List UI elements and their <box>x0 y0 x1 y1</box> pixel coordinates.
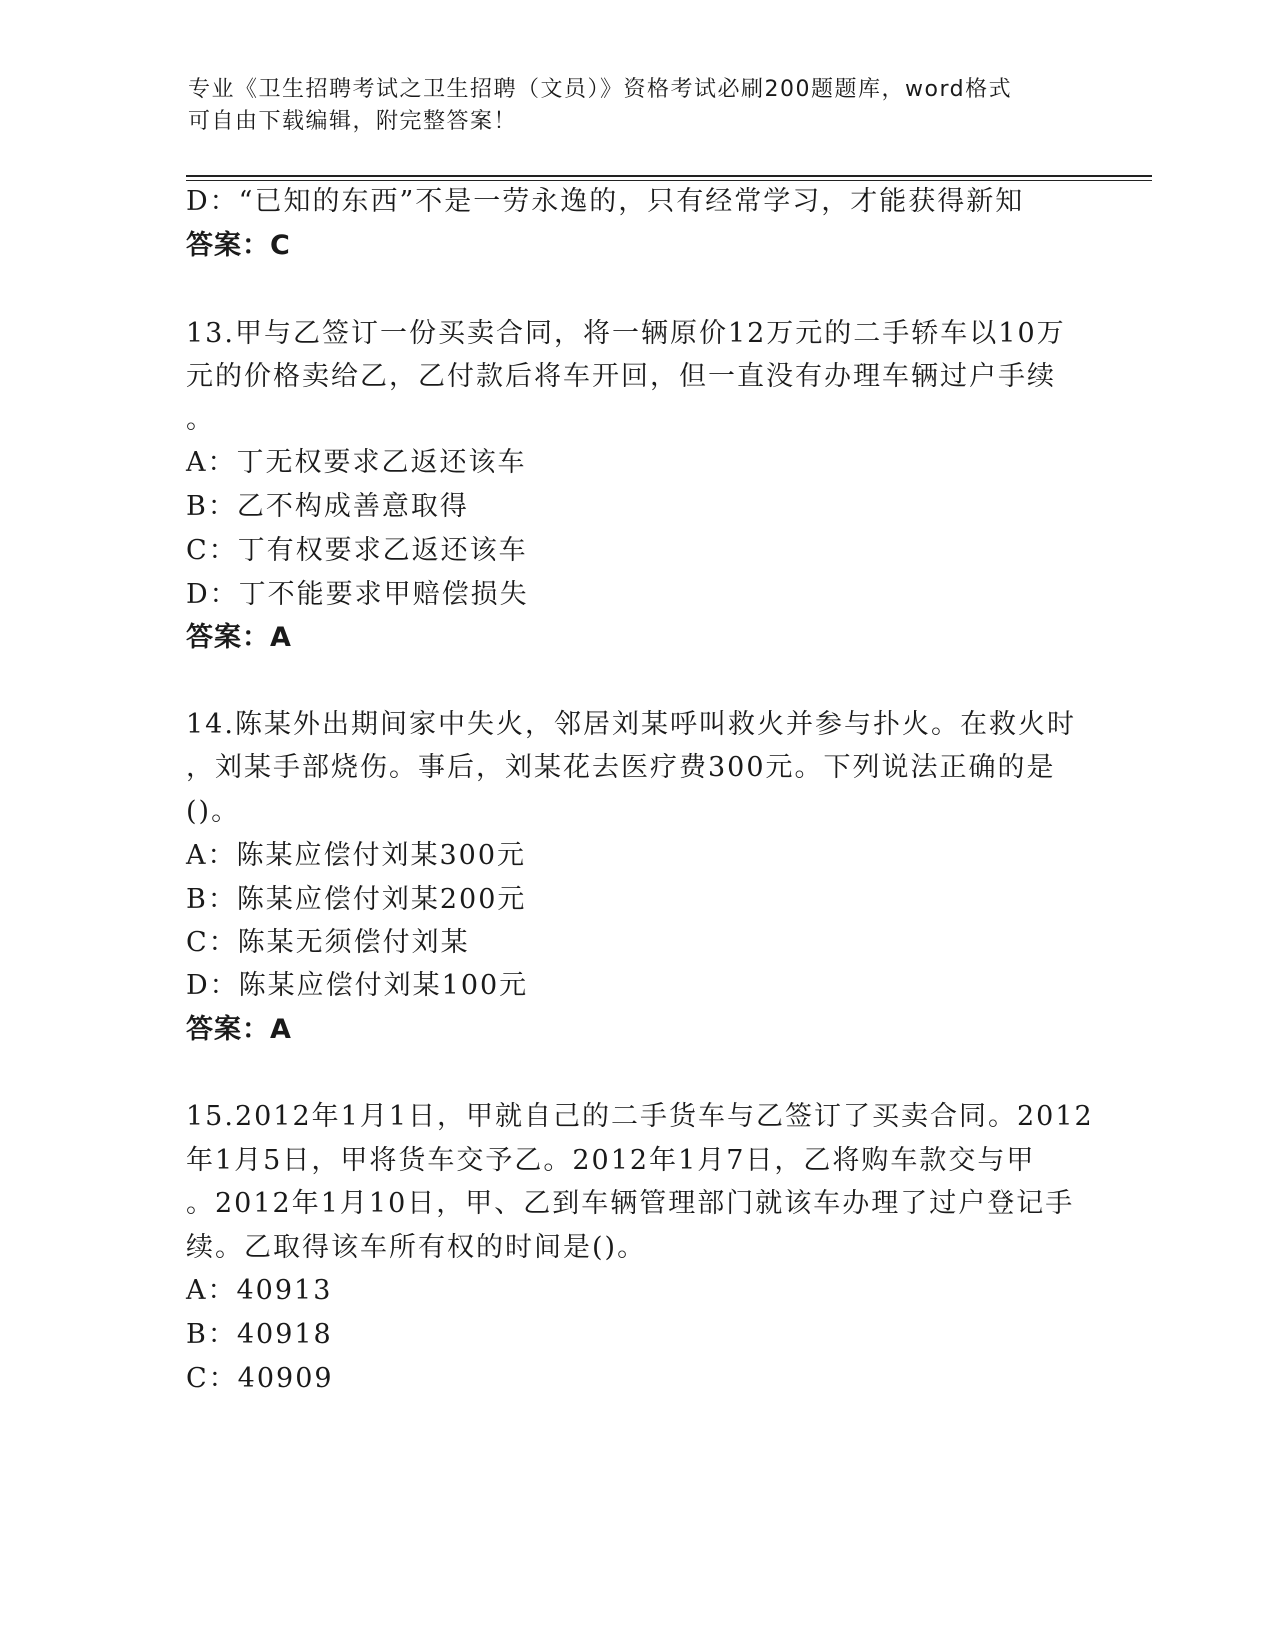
q13-option-d: D：丁不能要求甲赔偿损失 <box>186 579 529 610</box>
q14-option-c: C：陈某无须偿付刘某 <box>186 927 470 958</box>
q14-option-d: D：陈某应偿付刘某100元 <box>186 970 529 1001</box>
q13-stem-line-3: 。 <box>186 404 215 435</box>
q15-option-b: B：40918 <box>186 1319 333 1350</box>
q14-option-b: B：陈某应偿付刘某200元 <box>186 884 527 915</box>
header-title-line-1: 专业《卫生招聘考试之卫生招聘（文员）》资格考试必刷200题题库，word格式 <box>188 77 1013 102</box>
header-title-line-2: 可自由下载编辑，附完整答案！ <box>188 109 518 134</box>
q14-answer: 答案：A <box>186 1014 292 1045</box>
q13-answer: 答案：A <box>186 622 292 653</box>
prev-answer: 答案：C <box>186 230 291 261</box>
q15-stem-line-1: 15.2012年1月1日，甲就自己的二手货车与乙签订了买卖合同。2012 <box>186 1101 1094 1132</box>
document-header <box>188 74 1088 138</box>
q14-stem-line-2: ，刘某手部烧伤。事后，刘某花去医疗费300元。下列说法正确的是 <box>186 752 1056 783</box>
q13-option-a: A：丁无权要求乙返还该车 <box>186 447 527 478</box>
q13-stem-line-1: 13.甲与乙签订一份买卖合同，将一辆原价12万元的二手轿车以10万 <box>186 318 1066 349</box>
q14-option-a: A：陈某应偿付刘某300元 <box>186 840 527 871</box>
prev-option-d: D：“已知的东西”不是一劳永逸的，只有经常学习，才能获得新知 <box>186 186 1025 217</box>
q15-stem-line-3: 。2012年1月10日，甲、乙到车辆管理部门就该车办理了过户登记手 <box>186 1188 1075 1219</box>
header-divider <box>186 175 1152 181</box>
q14-stem-line-3: ()。 <box>186 796 241 827</box>
q13-option-c: C：丁有权要求乙返还该车 <box>186 535 528 566</box>
q15-option-c: C：40909 <box>186 1363 334 1394</box>
q14-stem-line-1: 14.陈某外出期间家中失火，邻居刘某呼叫救火并参与扑火。在救火时 <box>186 709 1076 740</box>
q15-stem-line-2: 年1月5日，甲将货车交予乙。2012年1月7日，乙将购车款交与甲 <box>186 1145 1036 1176</box>
q15-stem-line-4: 续。乙取得该车所有权的时间是()。 <box>186 1232 647 1263</box>
q15-option-a: A：40913 <box>186 1275 333 1306</box>
q13-stem-line-2: 元的价格卖给乙，乙付款后将车开回，但一直没有办理车辆过户手续 <box>186 361 1056 392</box>
q13-option-b: B：乙不构成善意取得 <box>186 491 469 522</box>
